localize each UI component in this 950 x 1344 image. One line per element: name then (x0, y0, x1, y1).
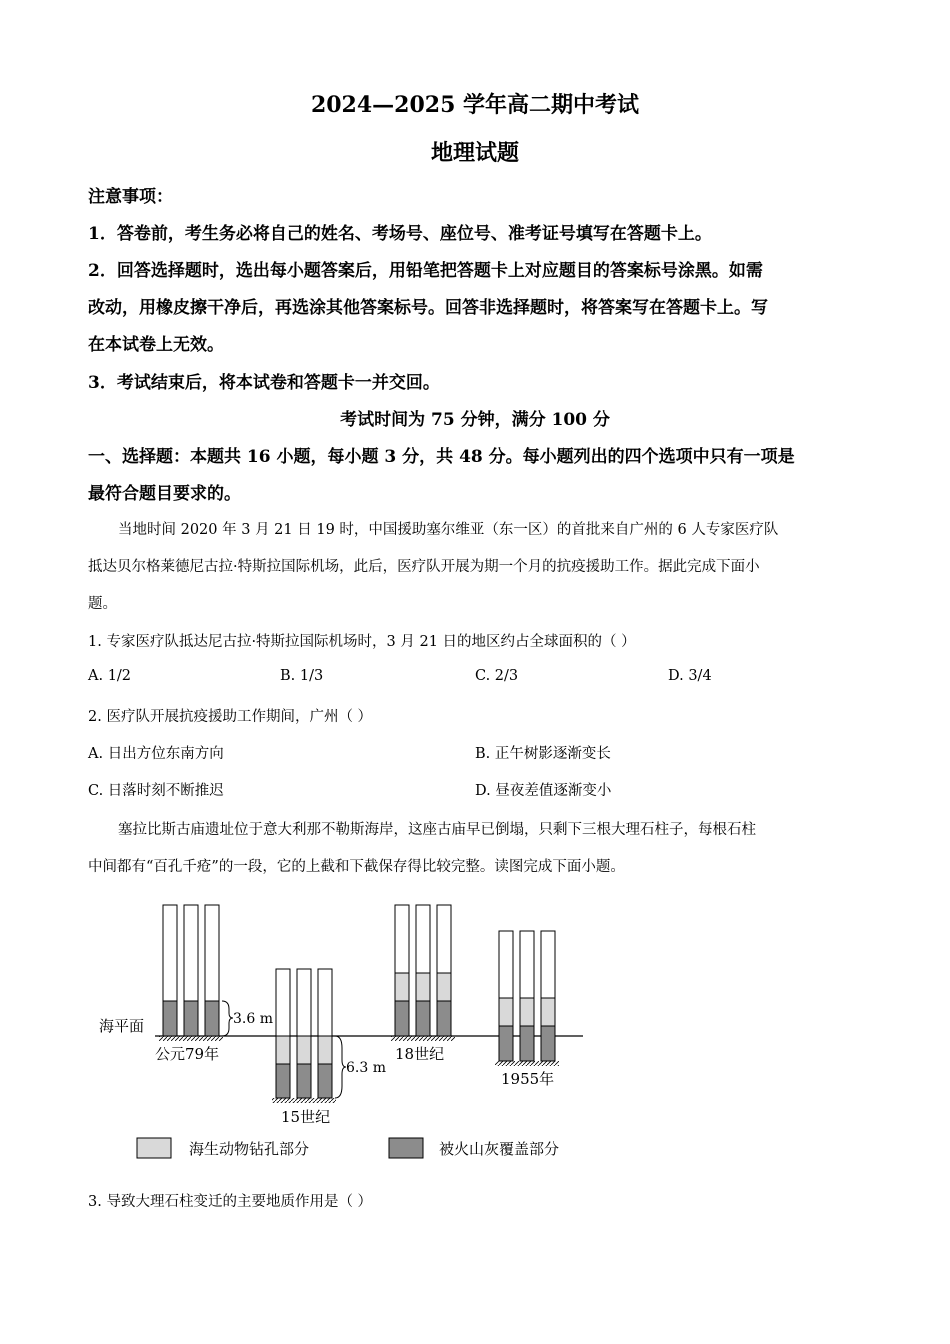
passage-1-line-3: 题。 (88, 596, 117, 612)
pillars-1955 (495, 931, 559, 1088)
pillar-79-3-top (205, 905, 219, 1001)
pillar-79-1-ash (163, 1001, 177, 1036)
dim-label-15: 6.3 m (346, 1060, 386, 1076)
figure-legend (137, 1138, 559, 1158)
pillars-15c (272, 969, 386, 1126)
passage-1-line-1: 当地时间 2020 年 3 月 21 日 19 时，中国援助塞尔维亚（东一区）的首批来自广州的 6 人专家医疗队 (118, 522, 779, 538)
legend-label-drilled: 海生动物钻孔部分 (189, 1140, 310, 1158)
ground-15 (272, 1098, 336, 1103)
question-2-option-b[interactable]: B. 正午树影逐渐变长 (475, 746, 611, 762)
pillar-1955-3-ash (541, 1026, 555, 1061)
pillar-15-2-top (297, 969, 311, 1036)
exam-title: 2024—2025 学年高二期中考试 (310, 92, 640, 118)
pillar-1955-1-drilled (499, 998, 513, 1026)
pillar-15-2-ash (297, 1064, 311, 1098)
pillar-15-3-drilled (318, 1036, 332, 1064)
passage-2-line-1: 塞拉比斯古庙遗址位于意大利那不勒斯海岸，这座古庙早已倒塌，只剩下三根大理石柱子，每根石柱 (118, 822, 756, 838)
exam-subtitle: 地理试题 (430, 140, 519, 166)
pillar-79-2-top (184, 905, 198, 1001)
ground-18 (391, 1036, 455, 1041)
ground-79 (159, 1036, 223, 1041)
pillar-18-3-drilled (437, 973, 451, 1001)
period-label-15: 15世纪 (281, 1108, 331, 1126)
pillar-18-3-top (437, 905, 451, 973)
dim-label-79: 3.6 m (233, 1011, 273, 1027)
pillar-18-3-ash (437, 1001, 451, 1036)
passage-1-line-2: 抵达贝尔格莱德尼古拉·特斯拉国际机场，此后，医疗队开展为期一个月的抗疫援助工作。据此完成下面小 (88, 559, 760, 575)
pillar-18-2-drilled (416, 973, 430, 1001)
pillar-15-1-drilled (276, 1036, 290, 1064)
temple-pillars-figure (95, 893, 595, 1168)
pillars-18c (391, 905, 455, 1063)
pillar-15-1-top (276, 969, 290, 1036)
question-3-stem: 3. 导致大理石柱变迁的主要地质作用是（ ） (88, 1194, 373, 1210)
period-label-1955: 1955年 (501, 1070, 555, 1088)
pillar-15-3-ash (318, 1064, 332, 1098)
brace-79 (222, 1001, 233, 1036)
question-1-option-b[interactable]: B. 1/3 (280, 668, 324, 684)
pillar-79-3-ash (205, 1001, 219, 1036)
pillar-1955-3-top (541, 931, 555, 998)
pillar-1955-3-drilled (541, 998, 555, 1026)
question-1-stem: 1. 专家医疗队抵达尼古拉·特斯拉国际机场时，3 月 21 日的地区约占全球面积的（ ） (88, 634, 636, 650)
question-2-option-c[interactable]: C. 日落时刻不断推迟 (88, 783, 224, 799)
period-label-18: 18世纪 (395, 1045, 445, 1063)
pillar-15-2-drilled (297, 1036, 311, 1064)
question-2-stem: 2. 医疗队开展抗疫援助工作期间，广州（ ） (88, 709, 373, 725)
pillar-1955-1-top (499, 931, 513, 998)
pillar-15-1-ash (276, 1064, 290, 1098)
pillar-1955-2-ash (520, 1026, 534, 1061)
exam-info: 考试时间为 75 分钟，满分 100 分 (340, 410, 610, 430)
question-1-option-c[interactable]: C. 2/3 (475, 668, 519, 684)
passage-2-line-2: 中间都有“百孔千疮”的一段，它的上截和下截保存得比较完整。读图完成下面小题。 (88, 859, 625, 875)
notice-heading: 注意事项： (88, 187, 173, 207)
question-1-option-a[interactable]: A. 1/2 (88, 668, 132, 684)
pillar-18-2-top (416, 905, 430, 973)
pillar-18-1-drilled (395, 973, 409, 1001)
pillar-1955-2-top (520, 931, 534, 998)
question-2-option-d[interactable]: D. 昼夜差值逐渐变小 (475, 783, 612, 799)
legend-swatch-ash (389, 1138, 423, 1158)
sea-level-label: 海平面 (99, 1017, 145, 1035)
pillar-1955-2-drilled (520, 998, 534, 1026)
notice-item-3: 3．考试结束后，将本试卷和答题卡一并交回。 (88, 373, 440, 393)
notice-item-1: 1．答卷前，考生务必将自己的姓名、考场号、座位号、准考证号填写在答题卡上。 (88, 224, 712, 244)
pillar-18-1-top (395, 905, 409, 973)
period-label-79: 公元79年 (155, 1045, 220, 1063)
pillar-79-2-ash (184, 1001, 198, 1036)
notice-item-2-line-1: 2．回答选择题时，选出每小题答案后，用铅笔把答题卡上对应题目的答案标号涂黑。如需 (88, 261, 763, 281)
ground-1955 (495, 1061, 559, 1066)
pillar-15-3-top (318, 969, 332, 1036)
pillars-79ad (155, 905, 273, 1063)
pillar-79-1-top (163, 905, 177, 1001)
legend-label-ash: 被火山灰覆盖部分 (439, 1140, 560, 1158)
notice-item-2-line-3: 在本试卷上无效。 (88, 335, 224, 355)
brace-15 (335, 1036, 346, 1098)
pillar-18-1-ash (395, 1001, 409, 1036)
pillar-18-2-ash (416, 1001, 430, 1036)
question-1-option-d[interactable]: D. 3/4 (668, 668, 712, 684)
section-heading-line-2: 最符合题目要求的。 (88, 484, 241, 504)
section-heading-line-1: 一、选择题：本题共 16 小题，每小题 3 分，共 48 分。每小题列出的四个选项中只有一项是 (88, 447, 795, 467)
notice-item-2-line-2: 改动，用橡皮擦干净后，再选涂其他答案标号。回答非选择题时，将答案写在答题卡上。写 (88, 298, 768, 318)
legend-swatch-drilled (137, 1138, 171, 1158)
question-2-option-a[interactable]: A. 日出方位东南方向 (88, 746, 224, 762)
pillar-1955-1-ash (499, 1026, 513, 1061)
